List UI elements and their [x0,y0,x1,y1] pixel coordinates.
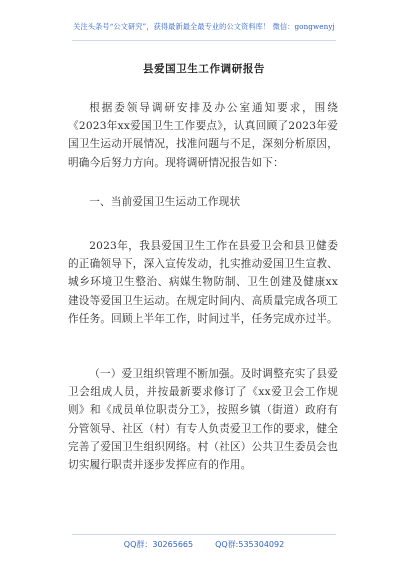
document-title: 县爱国卫生工作调研报告 [142,63,266,75]
footer-qq-group-1: QQ群：30265665 [123,540,194,549]
footer-contacts [0,539,408,550]
section-heading-current-status: 一、当前爱国卫生运动工作现状 [89,196,241,208]
paragraph-work-overview: 2023年，我县爱国卫生工作在县爱卫会和县卫健委的正确领导下，深入宣传发动，扎实推动爱国卫生宣教、城乡环境卫生整治、病媒生物防制、卫生创建及健康xx建设等爱国卫生运动。在规定时间内、高质量完成各项工作任务。回顾上半年工作，时间过半，任务完成亦过半。 [68,240,338,325]
paragraph-organization-management: （一）爱卫组织管理不断加强。及时调整充实了县爱卫会组成人员，并按最新要求修订了《xx爱卫会工作规则》和《成员单位职责分工》，按照乡镇（街道）政府有分管领导、社区（村）有专人负责爱卫工作的要求，健全完善了爱国卫生组织网络。村（社区）公共卫生委员会也切实履行职责并逐步发挥应有的作用。 [68,368,338,472]
header-divider [72,40,336,41]
header-promo-note: 关注头条号“公文研究”，获得最新最全最专业的公文资料库！ 微信：gongwenyj [73,22,335,31]
footer-divider [72,534,336,535]
footer-qq-group-2: QQ群:535304092 [215,540,285,549]
paragraph-intro: 根据委领导调研安排及办公室通知要求，围绕《2023年xx爱国卫生工作要点》，认真回顾了2023年爱国卫生运动开展情况，找准问题与不足，深刻分析原因，明确今后努力方向。现将调研情况报告如下： [68,102,338,169]
